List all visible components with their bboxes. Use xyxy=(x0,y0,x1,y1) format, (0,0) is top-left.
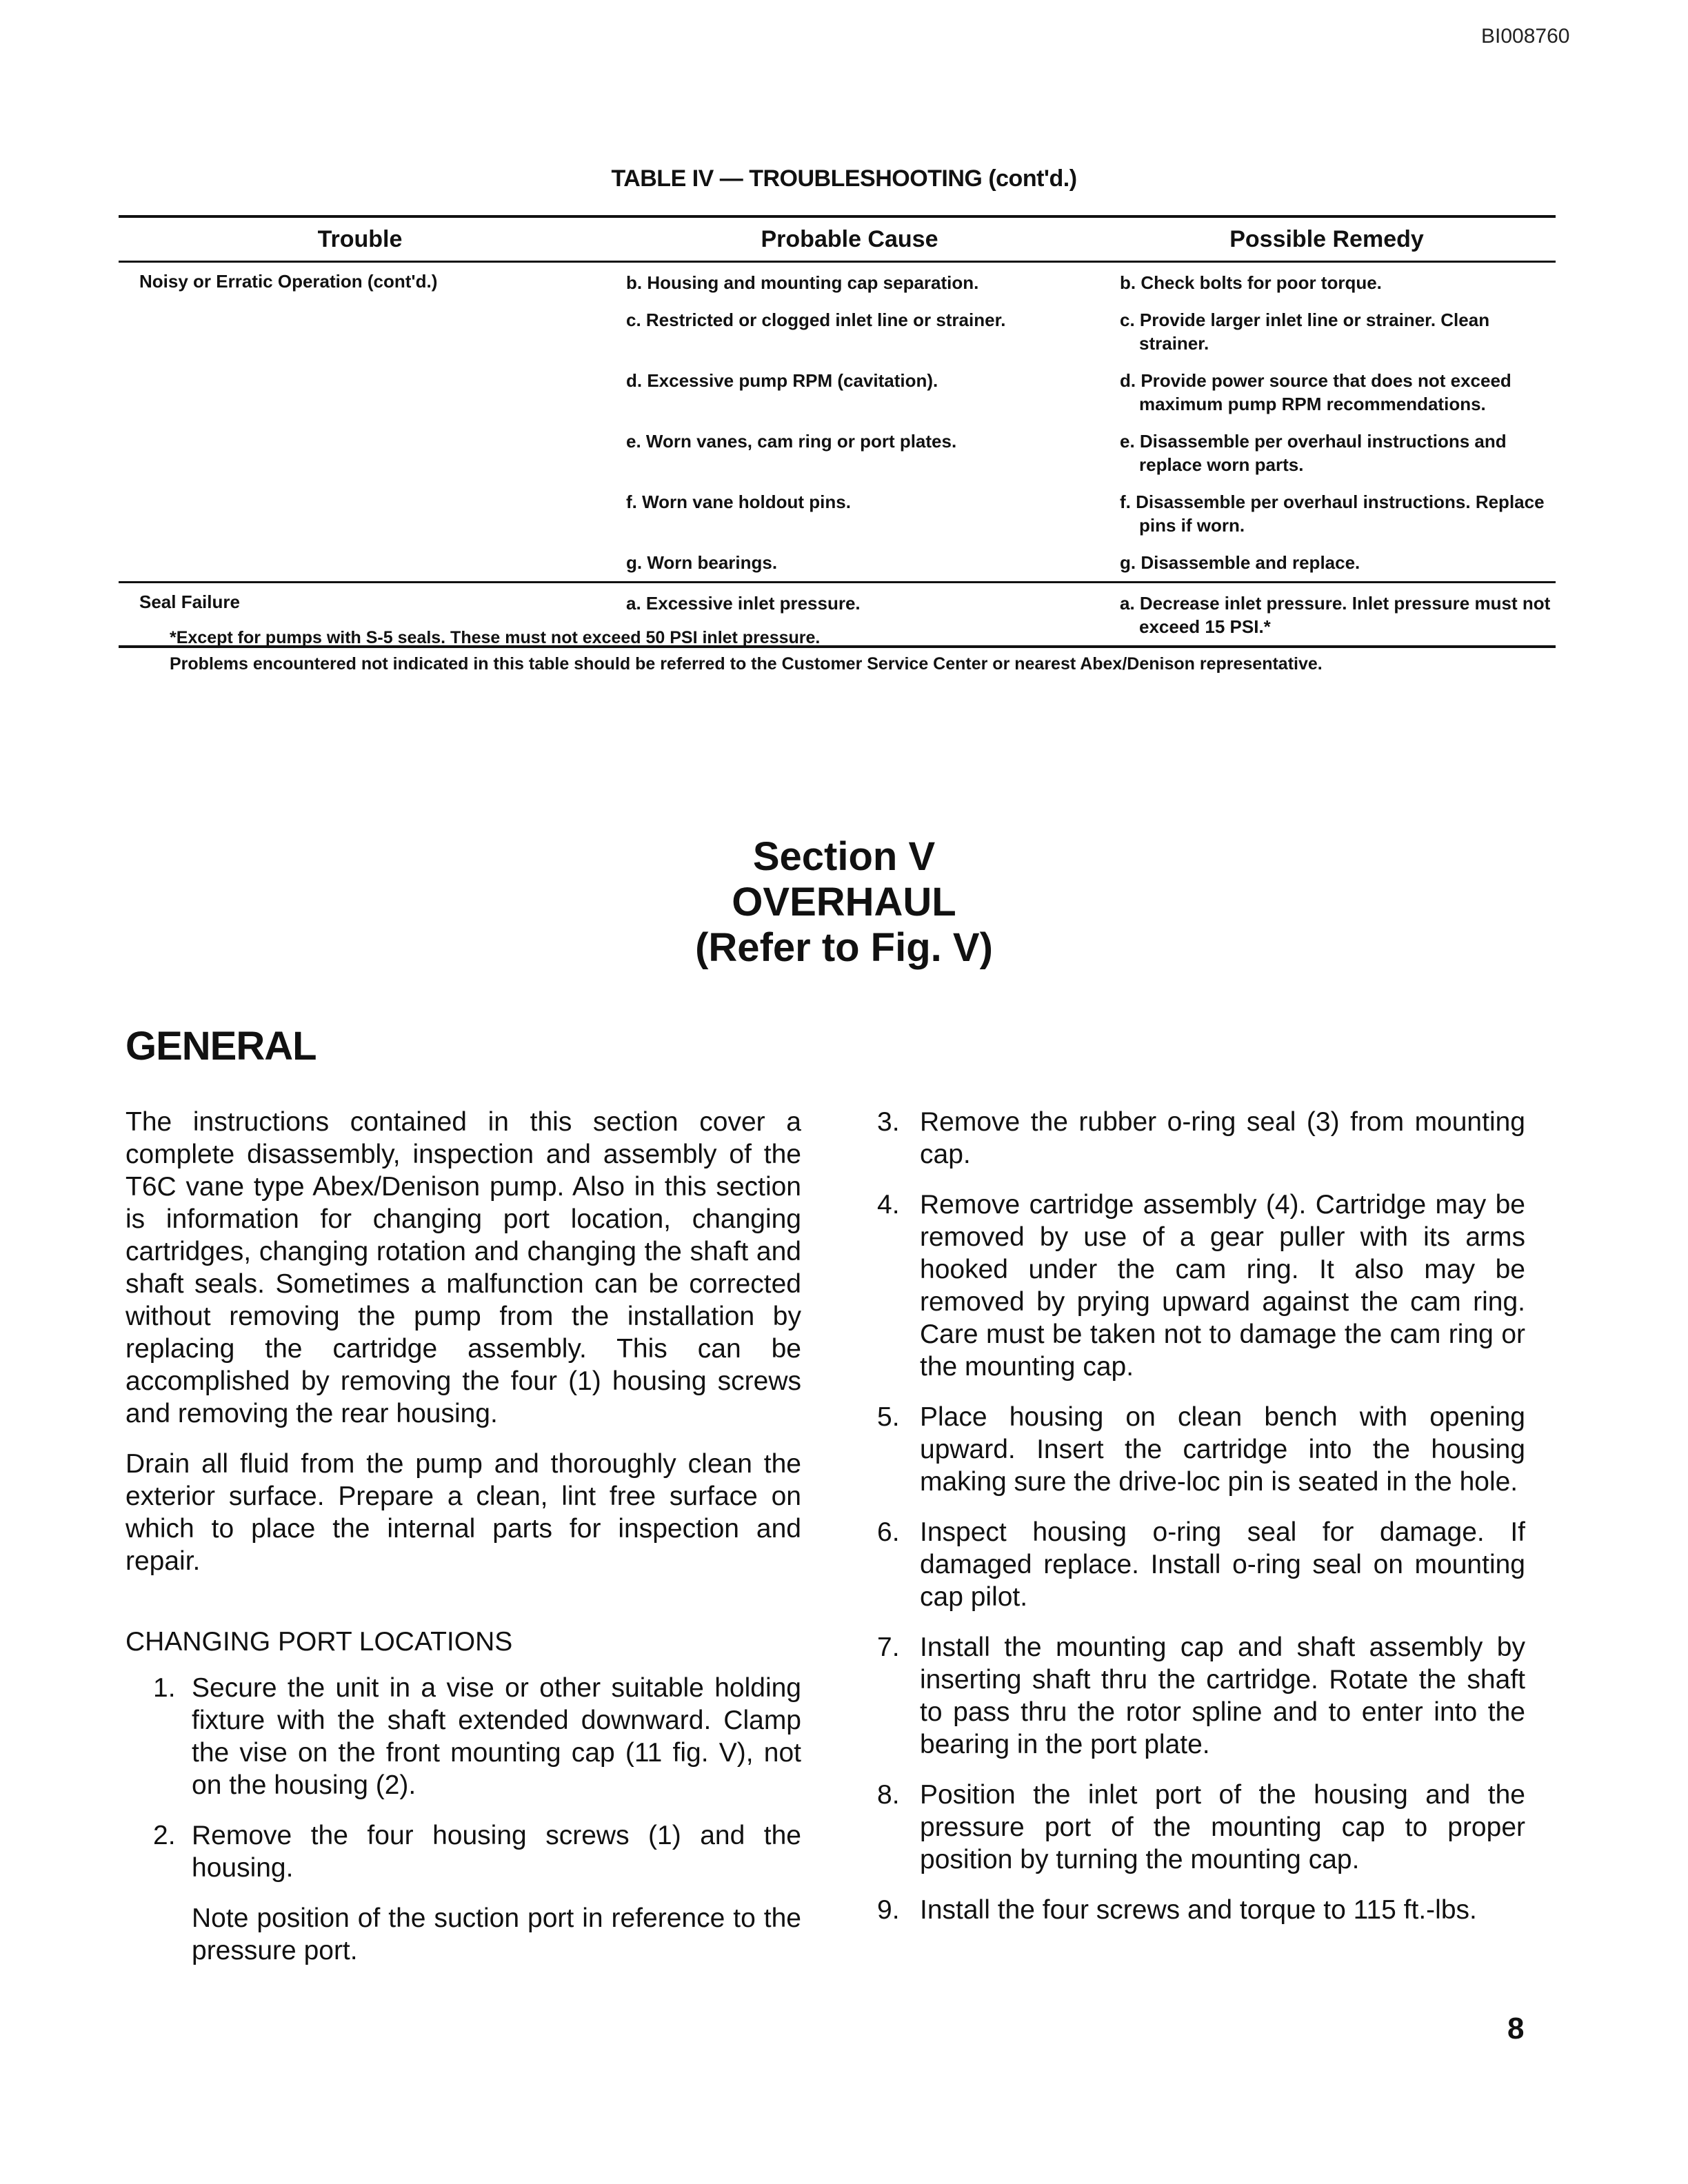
step-item xyxy=(877,1189,1525,1383)
step-item xyxy=(877,1779,1525,1876)
step-item xyxy=(877,1401,1525,1498)
step-number: 3. xyxy=(877,1107,900,1137)
right-column xyxy=(877,1106,1525,1944)
left-column xyxy=(125,1106,801,1985)
step-item xyxy=(877,1516,1525,1613)
header-possible-remedy: Possible Remedy xyxy=(1229,225,1424,252)
page-number: 8 xyxy=(1507,2012,1525,2045)
step-text: Remove the rubber o-ring seal (3) from mounting cap. xyxy=(920,1107,1525,1169)
table-title: TABLE IV — TROUBLESHOOTING (cont'd.) xyxy=(611,165,1077,192)
table-notes xyxy=(170,625,1323,677)
step-number: 5. xyxy=(877,1402,900,1432)
table-row xyxy=(626,490,1556,537)
remedy-cell: c. Provide larger inlet line or strainer. Clean strainer. xyxy=(1120,310,1490,354)
step-text: Remove the four housing screws (1) and the housing. xyxy=(192,1821,801,1883)
cause-cell: d. Excessive pump RPM (cavitation). xyxy=(626,370,938,391)
cause-cell: g. Worn bearings. xyxy=(626,552,778,573)
trouble-cell: Noisy or Erratic Operation (cont'd.) xyxy=(139,271,438,292)
general-paragraph: The instructions contained in this section cover a complete disassembly, inspection and assembly of the T6C vane type Abex/Denison pump. Also in this section is information for changing port location, changing cartridges, changing rotation and changing the shaft and shaft seals. Sometimes a malfunction can be corrected without removing the pump from the installation by replacing the cartridge assembly. This can be accomplished by removing the four (1) housing screws and removing the rear housing. xyxy=(125,1107,801,1428)
general-paragraph: Drain all fluid from the pump and thoroughly clean the exterior surface. Prepare a clean, lint free surface on which to place the internal parts for inspection and repair. xyxy=(125,1449,801,1576)
changing-port-heading: CHANGING PORT LOCATIONS xyxy=(125,1627,513,1657)
general-heading: GENERAL xyxy=(125,1024,316,1069)
step-number: 7. xyxy=(877,1632,900,1662)
step-text: Install the mounting cap and shaft assembly by inserting shaft thru the cartridge. Rotate the shaft to pass thru the rotor spline and to enter into the bearing in the port plate. xyxy=(920,1632,1525,1759)
step-note: Note position of the suction port in reference to the pressure port. xyxy=(192,1903,801,1965)
table-row xyxy=(626,308,1556,355)
remedy-cell: e. Disassemble per overhaul instructions and replace worn parts. xyxy=(1120,431,1507,475)
table-row xyxy=(626,369,1556,416)
step-number: 1. xyxy=(153,1673,176,1703)
header-trouble: Trouble xyxy=(317,225,403,252)
section-number: Section V xyxy=(752,834,936,879)
step-item xyxy=(877,1894,1525,1926)
step-text: Inspect housing o-ring seal for damage. If damaged replace. Install o-ring seal on mounting cap pilot. xyxy=(920,1517,1525,1612)
referral-note: Problems encountered not indicated in this table should be referred to the Customer Service Center or nearest Abex/Denison representative. xyxy=(170,654,1323,674)
remedy-cell: f. Disassemble per overhaul instructions. Replace pins if worn. xyxy=(1120,492,1545,536)
cause-cell: f. Worn vane holdout pins. xyxy=(626,492,851,512)
step-number: 4. xyxy=(877,1190,900,1220)
step-item xyxy=(125,1819,801,1884)
step-number: 6. xyxy=(877,1517,900,1547)
table-header-row xyxy=(119,218,1556,263)
step-item xyxy=(125,1672,801,1801)
header-probable-cause: Probable Cause xyxy=(761,225,938,252)
remedy-cell: b. Check bolts for poor torque. xyxy=(1120,272,1382,293)
table-row xyxy=(626,429,1556,476)
step-text: Secure the unit in a vise or other suitable holding fixture with the shaft extended downward. Clamp the vise on the front mounting cap (11 fig. V), not on the housing (2). xyxy=(192,1673,801,1800)
remedy-cell: d. Provide power source that does not exceed maximum pump RPM recommendations. xyxy=(1120,370,1511,414)
step-number: 2. xyxy=(153,1821,176,1850)
table-group-noisy xyxy=(119,263,1556,581)
section-figure-ref: (Refer to Fig. V) xyxy=(695,925,993,970)
step-text: Install the four screws and torque to 115 ft.-lbs. xyxy=(920,1895,1477,1925)
cause-cell: b. Housing and mounting cap separation. xyxy=(626,272,979,293)
table-row xyxy=(626,551,1556,574)
step-item xyxy=(877,1631,1525,1761)
table-row xyxy=(626,271,1556,294)
troubleshooting-table xyxy=(119,215,1556,648)
document-id: BI008760 xyxy=(1481,25,1570,48)
trouble-cell: Seal Failure xyxy=(139,592,240,612)
step-text: Position the inlet port of the housing and the pressure port of the mounting cap to proper position by turning the mounting cap. xyxy=(920,1780,1525,1874)
remedy-cell: g. Disassemble and replace. xyxy=(1120,552,1360,573)
cause-cell: c. Restricted or clogged inlet line or strainer. xyxy=(626,310,1006,330)
section-title xyxy=(0,834,1688,971)
step-text: Remove cartridge assembly (4). Cartridge may be removed by use of a gear puller with its arms hooked under the cam ring. It also may be removed by prying upward against the cam ring. Care must be taken not to damage the cam ring or the mounting cap. xyxy=(920,1190,1525,1382)
section-name: OVERHAUL xyxy=(732,880,956,924)
step-number: 9. xyxy=(877,1895,900,1925)
footnote: *Except for pumps with S-5 seals. These must not exceed 50 PSI inlet pressure. xyxy=(170,628,821,647)
cause-cell: a. Excessive inlet pressure. xyxy=(626,593,861,614)
step-item xyxy=(877,1106,1525,1171)
step-text: Place housing on clean bench with opening upward. Insert the cartridge into the housing making sure the drive-loc pin is seated in the hole. xyxy=(920,1402,1525,1497)
cause-cell: e. Worn vanes, cam ring or port plates. xyxy=(626,431,957,452)
step-number: 8. xyxy=(877,1780,900,1810)
remedy-cell: a. Decrease inlet pressure. Inlet pressure must not exceed 15 PSI.* xyxy=(1120,593,1551,637)
